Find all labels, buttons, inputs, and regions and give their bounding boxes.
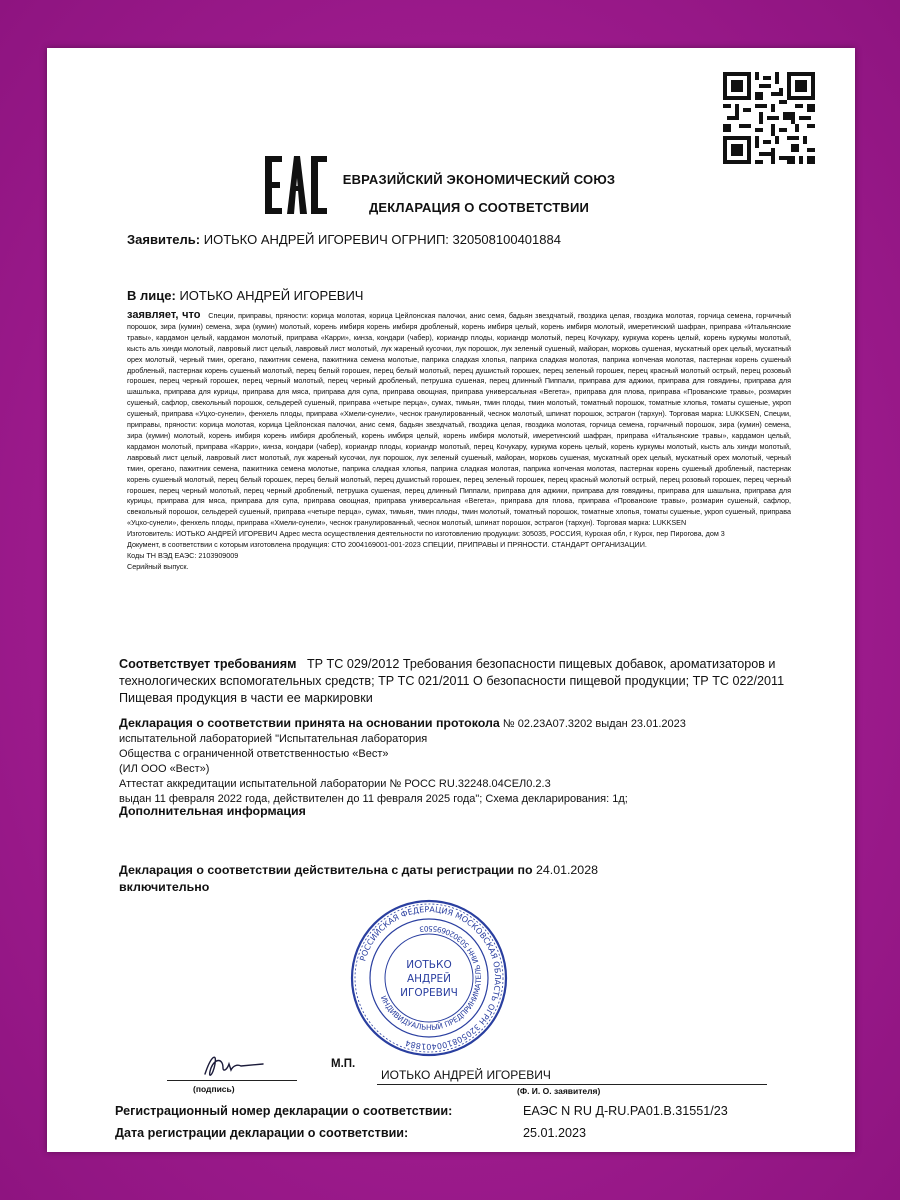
basis-line: Аттестат аккредитации испытательной лаборатории № РОСС RU.32248.04СЕЛ0.2.3 xyxy=(119,778,551,790)
declaration-document xyxy=(47,48,855,1152)
doc-title: ДЕКЛАРАЦИЯ О СООТВЕТСТВИИ xyxy=(368,200,590,215)
signature-caption: (подпись) xyxy=(193,1084,235,1094)
stamp-inner-text: ИНДИВИДУАЛЬНЫЙ ПРЕДПРИНИМАТЕЛЬ ИНН 503020695503 xyxy=(378,923,484,1033)
conformity-label: Соответствует требованиям xyxy=(119,657,297,671)
signer-name: ИОТЬКО АНДРЕЙ ИГОРЕВИЧ xyxy=(381,1068,551,1082)
basis-block xyxy=(119,716,795,807)
basis-line: испытательной лабораторией "Испытательная лаборатория xyxy=(119,733,428,745)
stamp-center-line: АНДРЕЙ xyxy=(406,973,452,985)
validity-label: Декларация о соответствии действительна с даты регистрации по xyxy=(119,863,533,877)
signature-scribble xyxy=(197,1046,267,1082)
conformity-value: ТР ТС 029/2012 Требования безопасности пищевых добавок, ароматизаторов и технологических вспомогательных средств; ТР ТС 021/2011 О безопасности пищевой продукции; ТР ТС 022/2011 Пищевая продукция в части ее маркировки xyxy=(119,657,785,705)
basis-label: Декларация о соответствии принята на основании протокола xyxy=(119,716,500,730)
reg-number-value: ЕАЭС N RU Д-RU.РА01.В.31551/23 xyxy=(523,1104,728,1118)
declaration-body xyxy=(127,310,791,573)
fio-line xyxy=(377,1084,767,1085)
validity-date: 24.01.2028 xyxy=(535,863,598,877)
company-stamp xyxy=(349,898,509,1058)
applicant-line xyxy=(127,232,561,247)
union-title: ЕВРАЗИЙСКИЙ ЭКОНОМИЧЕСКИЙ СОЮЗ xyxy=(342,172,616,187)
fio-caption: (Ф. И. О. заявителя) xyxy=(517,1086,601,1096)
registration-block xyxy=(115,1104,815,1148)
declares-lead: заявляет, что xyxy=(127,309,201,321)
person-value: ИОТЬКО АНДРЕЙ ИГОРЕВИЧ xyxy=(179,288,364,303)
person-line xyxy=(127,288,363,303)
protocol-number: № 02.23А07.3202 выдан 23.01.2023 xyxy=(502,718,686,730)
additional-info-heading: Дополнительная информация xyxy=(119,804,306,818)
reg-number-label: Регистрационный номер декларации о соответствии: xyxy=(115,1104,453,1118)
validity-suffix: включительно xyxy=(119,880,210,894)
basis-line: (ИЛ ООО «Вест») xyxy=(119,763,210,775)
applicant-value: ИОТЬКО АНДРЕЙ ИГОРЕВИЧ ОГРНИП: 320508100401884 xyxy=(203,232,561,247)
validity-block xyxy=(119,862,739,896)
stamp-center-line: ИОТЬКО xyxy=(406,959,452,971)
qr-code xyxy=(723,72,815,164)
applicant-label: Заявитель: xyxy=(127,232,201,247)
standard-document: Документ, в соответствии с которым изготовлена продукция: СТО 2004169001-001-2023 СПЕЦИИ, ПРИПРАВЫ И ПРЯНОСТИ. СТАНДАРТ ОРГАНИЗАЦИИ. xyxy=(127,540,647,550)
conformity-block xyxy=(119,656,795,707)
stamp-outer-text: РОССИЙСКАЯ ФЕДЕРАЦИЯ МОСКОВСКАЯ ОБЛАСТЬ ОГРН 320508100401884 xyxy=(358,904,503,1052)
manufacturer-text: Изготовитель: ИОТЬКО АНДРЕЙ ИГОРЕВИЧ Адрес места осуществления деятельности по изготовлению продукции: 305035, РОССИЯ, Курская обл, г Курск, пер Пирогова, дом 3 xyxy=(127,529,725,539)
customs-codes: Коды ТН ВЭД ЕАЭС: 2103909009 xyxy=(127,550,239,560)
stamp-center-line: ИГОРЕВИЧ xyxy=(400,987,458,999)
seal-place-label: М.П. xyxy=(331,1058,356,1070)
person-label: В лице: xyxy=(127,288,176,303)
basis-line: выдан 11 февраля 2022 года, действителен до 11 февраля 2025 года"; Схема декларирования: 1д; xyxy=(119,793,628,805)
reg-date-value: 25.01.2023 xyxy=(523,1126,587,1140)
serial-production: Серийный выпуск. xyxy=(127,561,189,571)
product-list: Специи, приправы, пряности: корица молотая, корица Цейлонская палочки, анис семя, бадьян звездчатый, гвоздика целая, гвоздика молотая, горчица семена, горчичный порошок, зира (кумин) семена, зира (кумин) молотый, корень имбиря корень имбиря дробленый, корень имбиря целый, корень имбиря молотый, имеретинский шафран, приправа «Итальянские травы», кардамон целый, кардамон молотый, приправа «Карри», кинза, кондари (чабер), кориандр плоды, кориандр молотый, перец Кочукару, куркума корень целый, корень куркумы молотый, кысть аль хинди молотый, лавровый лист целый, лавровый лист молотый, лук жареный кусочки, лук порошок, лук зеленый сушеный, майоран, морковь сушеная, мускатный орех целый, мускатный орех молотый, черный тмин, орегано, пажитник семена, пажитника семена молотые, паприка сладкая хлопья, паприка сладкая молотая, паприка копченая молотая, пастернак корень сушеный дробленый, пастернак корень сушеный молотый, перец белый горошек, перец белый молотый, перец душистый горошек, перец зеленый горошек, перец красный молотый острый, перец розовый горошек, перец черный горошек, перец черный молотый, перец черный дробленый, петрушка сушеная, перец длинный Пиппали, приправа для аджики, приправа для говядины, приправа для шашлыка, приправа для курицы, приправа для мяса, приправа для супа, приправа овощная, приправа универсальная «Вегета», приправа для плова, приправа «Прованские травы», розмарин сушеный, сафлор, свекольный порошок, сельдерей сушеный, приправа «четыре перца», сумах, тимьян, тмин плоды, тмин молотый, томатный порошок, томатные хлопья, томаты сушеные, укроп сушеный, приправа «Уцхо-сунели», фенхель плоды, приправа «Хмели-сунели», чеснок гранулированный, чеснок молотый, шпинат порошок, эстрагон (тархун). Торговая марка: LUKKSEN, Специи, приправы, пряности: корица молотая, корица Цейлонская палочки, анис семя, бадьян звездчатый, гвоздика целая, гвоздика молотая, горчица семена, горчичный порошок, зира (кумин) семена, зира (кумин) молотый, корень имбиря корень имбиря дробленый, корень имбиря целый, корень имбиря молотый, имеретинский шафран, приправа «Итальянские травы», кардамон целый, кардамон молотый, приправа «Карри», кинза, кондари (чабер), кориандр плоды, кориандр молотый, перец Кочукару, куркума корень целый, корень куркумы молотый, кысть аль хинди молотый, лавровый лист целый, лавровый лист молотый, лук жареный кусочки, лук порошок, лук зеленый сушеный, майоран, морковь сушеная, мускатный орех целый, мускатный орех молотый, черный тмин, орегано, пажитник семена, пажитника семена молотые, паприка сладкая хлопья, паприка сладкая молотая, паприка копченая молотая, пастернак корень сушеный дробленый, пастернак корень сушеный молотый, перец белый горошек, перец белый молотый, перец душистый горошек, перец зеленый горошек, перец красный молотый острый, перец розовый горошек, перец черный горошек, перец черный молотый, перец черный дробленый, петрушка сушеная, перец длинный Пиппали, приправа для аджики, приправа для говядины, приправа для шашлыка, приправа для курицы, приправа для мяса, приправа для супа, приправа овощная, приправа универсальная «Вегета», приправа для плова, приправа «Прованские травы», розмарин сушеный, сафлор, свекольный порошок, сельдерей сушеный, приправа «четыре перца», сумах, тимьян, тмин плоды, тмин молотый, томатный порошок, томатные хлопья, томаты сушеные, укроп сушеный, приправа «Уцхо-сунели», фенхель плоды, приправа «Хмели-сунели», чеснок гранулированный, чеснок молотый, шпинат порошок, эстрагон (тархун). Торговая марка: LUKKSEN xyxy=(127,311,791,528)
signature-line xyxy=(167,1080,297,1081)
basis-line: Общества с ограниченной ответственностью «Вест» xyxy=(119,748,389,760)
reg-date-label: Дата регистрации декларации о соответствии: xyxy=(115,1126,409,1140)
